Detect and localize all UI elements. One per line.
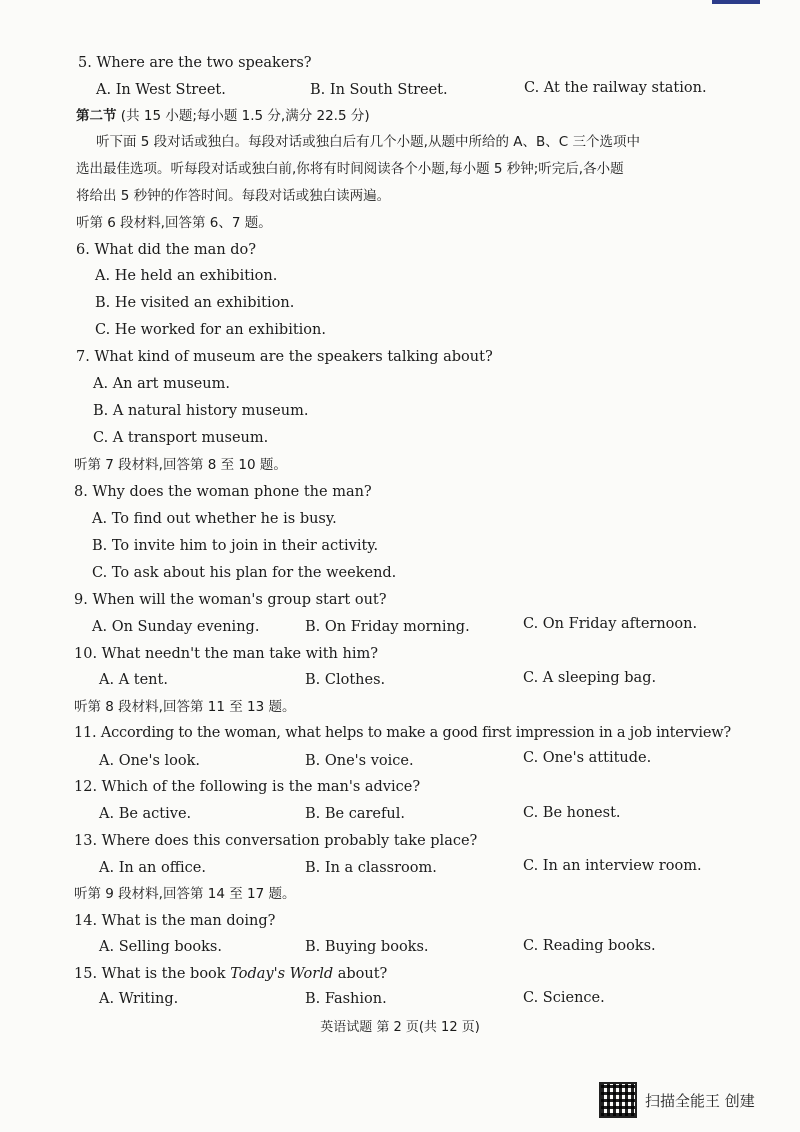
instructions-line-1: 听下面 5 段对话或独白。每段对话或独白后有几个小题,从题中所给的 A、B、C 三个选项中 [96,134,640,150]
instructions-line-3: 将给出 5 秒钟的作答时间。每段对话或独白读两遍。 [76,188,391,204]
q14-option-c: C. Reading books. [523,938,656,954]
question-7: 7. What kind of museum are the speakers talking about? [76,349,493,365]
q5-option-b: B. In South Street. [310,82,448,98]
q5-option-a: A. In West Street. [96,82,226,98]
q13-option-b: B. In a classroom. [305,860,437,876]
q14-option-b: B. Buying books. [305,939,429,955]
scanner-watermark: 扫描全能王 创建 [645,1092,755,1110]
q9-option-b: B. On Friday morning. [305,619,470,635]
page-footer: 英语试题 第 2 页(共 12 页) [320,1020,480,1035]
q12-option-a: A. Be active. [99,806,192,822]
qr-code-icon [599,1082,637,1118]
q8-option-a: A. To find out whether he is busy. [92,511,337,527]
question-15-prefix: 15. What is the book [74,966,231,982]
question-12: 12. Which of the following is the man's advice? [74,779,421,795]
q10-option-c: C. A sleeping bag. [523,670,657,686]
q11-option-a: A. One's look. [99,753,201,769]
question-13: 13. Where does this conversation probably take place? [74,833,478,849]
q7-option-a: A. An art museum. [93,376,230,392]
passage-6-label: 听第 6 段材料,回答第 6、7 题。 [76,215,272,231]
q7-option-c: C. A transport museum. [93,430,269,446]
question-15 [74,964,387,984]
q12-option-b: B. Be careful. [305,806,405,822]
passage-7-label: 听第 7 段材料,回答第 8 至 10 题。 [74,457,287,473]
question-15-suffix: about? [333,966,388,982]
q13-option-c: C. In an interview room. [523,858,702,874]
q11-option-c: C. One's attitude. [523,750,652,766]
q6-option-c: C. He worked for an exhibition. [95,322,326,338]
q9-option-c: C. On Friday afternoon. [523,616,698,632]
q11-option-b: B. One's voice. [305,753,414,769]
instructions-line-2: 选出最佳选项。听每段对话或独白前,你将有时间阅读各个小题,每小题 5 秒钟;听完后,各小题 [76,161,624,177]
question-14: 14. What is the man doing? [74,913,276,929]
passage-8-label: 听第 8 段材料,回答第 11 至 13 题。 [74,699,296,715]
section-note: (共 15 小题;每小题 1.5 分,满分 22.5 分) [120,108,370,124]
q8-option-c: C. To ask about his plan for the weekend. [92,565,397,581]
book-title: Today's World [230,966,334,982]
page-corner-mark [712,0,760,4]
q8-option-b: B. To invite him to join in their activity. [92,538,379,554]
q10-option-b: B. Clothes. [305,672,386,688]
question-9: 9. When will the woman's group start out? [74,592,387,608]
question-6: 6. What did the man do? [76,242,257,258]
q9-option-a: A. On Sunday evening. [92,619,260,635]
question-8: 8. Why does the woman phone the man? [74,484,372,500]
q6-option-b: B. He visited an exhibition. [95,295,295,311]
section-title: 第二节 [76,108,117,124]
q13-option-a: A. In an office. [99,860,206,876]
q12-option-c: C. Be honest. [523,805,621,821]
q6-option-a: A. He held an exhibition. [95,268,278,284]
q5-option-c: C. At the railway station. [524,80,707,96]
question-10: 10. What needn't the man take with him? [74,646,379,662]
q15-option-b: B. Fashion. [305,991,387,1007]
q10-option-a: A. A tent. [99,672,168,688]
q14-option-a: A. Selling books. [99,939,222,955]
question-5: 5. Where are the two speakers? [78,55,312,71]
q7-option-b: B. A natural history museum. [93,403,309,419]
q15-option-a: A. Writing. [99,991,179,1007]
passage-9-label: 听第 9 段材料,回答第 14 至 17 题。 [74,886,296,902]
section-heading [76,106,370,126]
q15-option-c: C. Science. [523,990,605,1006]
question-11: 11. According to the woman, what helps to make a good first impression in a job interview? [74,725,732,741]
